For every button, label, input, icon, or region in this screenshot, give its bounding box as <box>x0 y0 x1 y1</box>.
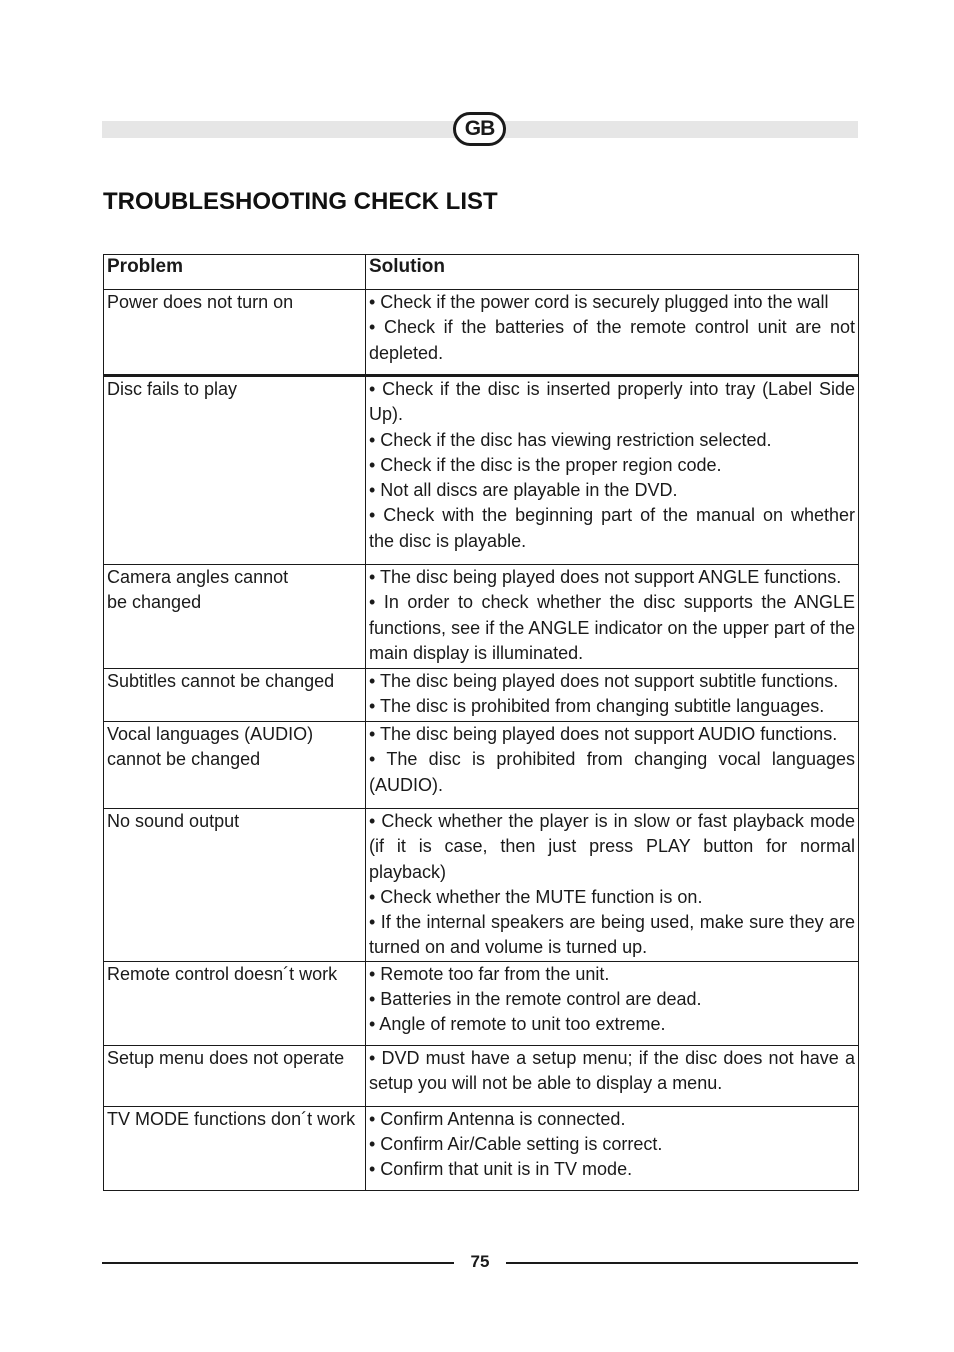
language-badge: GB <box>453 112 506 146</box>
solution-cell <box>366 565 859 669</box>
solution-item: • Check if the batteries of the remote control unit are not depleted. <box>369 317 855 363</box>
table-row <box>104 376 859 565</box>
solution-cell <box>366 1106 859 1190</box>
footer-rule-left <box>102 1262 454 1264</box>
solution-cell <box>366 669 859 722</box>
table-row <box>104 669 859 722</box>
solution-item: • The disc is prohibited from changing subtitle languages. <box>369 696 825 717</box>
troubleshooting-table <box>103 254 859 1191</box>
solution-item: • Batteries in the remote control are dead. <box>369 989 702 1010</box>
solution-item: • Check if the disc is inserted properly into tray (Label Side Up). <box>369 379 855 425</box>
problem-cell: Camera angles cannot be changed <box>104 565 366 669</box>
problem-cell: Vocal languages (AUDIO) cannot be changed <box>104 722 366 809</box>
solution-cell <box>366 376 859 565</box>
solution-item: • DVD must have a setup menu; if the disc does not have a setup you will not be able to display a menu. <box>369 1047 855 1094</box>
solution-item: • If the internal speakers are being used, make sure they are turned on and volume is turned up. <box>369 912 855 958</box>
solution-item: • Check if the power cord is securely plugged into the wall <box>369 292 829 312</box>
solution-item: • Confirm Antenna is connected. <box>369 1108 626 1129</box>
table-row <box>104 565 859 669</box>
solution-item: • The disc being played does not support subtitle functions. <box>369 671 839 691</box>
solution-item: • Check with the beginning part of the manual on whether the disc is playable. <box>369 505 855 551</box>
solution-cell <box>366 722 859 809</box>
problem-cell: Subtitles cannot be changed <box>104 669 366 722</box>
problem-cell: TV MODE functions don´t work <box>104 1106 366 1190</box>
solution-item: • Confirm Air/Cable setting is correct. <box>369 1134 663 1155</box>
solution-item: • Check if the disc is the proper region code. <box>369 454 722 475</box>
table-row <box>104 1106 859 1190</box>
solution-item: • Confirm that unit is in TV mode. <box>369 1159 633 1180</box>
page-number: 75 <box>470 1252 490 1271</box>
solution-item: • Remote too far from the unit. <box>369 963 610 984</box>
solution-item: • Check whether the MUTE function is on. <box>369 886 703 907</box>
table-row <box>104 290 859 376</box>
solution-item: • The disc is prohibited from changing vocal languages (AUDIO). <box>369 749 855 795</box>
table-row <box>104 1045 859 1106</box>
solution-item: • The disc being played does not support AUDIO functions. <box>369 724 838 744</box>
solution-item: • Not all discs are playable in the DVD. <box>369 480 678 501</box>
column-header-solution: Solution <box>366 255 859 290</box>
solution-item: • Check if the disc has viewing restriction selected. <box>369 429 772 450</box>
solution-item: • The disc being played does not support ANGLE functions. <box>369 567 842 587</box>
solution-item: • In order to check whether the disc supports the ANGLE functions, see if the ANGLE indicator on the upper part of the main display is illuminated. <box>369 592 855 663</box>
footer-rule-right <box>506 1262 858 1264</box>
problem-cell: No sound output <box>104 809 366 962</box>
page-title: TROUBLESHOOTING CHECK LIST <box>103 188 498 215</box>
column-header-problem: Problem <box>104 255 366 290</box>
solution-cell <box>366 290 859 376</box>
solution-cell <box>366 809 859 962</box>
table-row <box>104 722 859 809</box>
problem-cell: Setup menu does not operate <box>104 1045 366 1106</box>
solution-item: • Check whether the player is in slow or fast playback mode (if it is case, then just press PLAY button for normal playback) <box>369 811 855 882</box>
problem-cell: Remote control doesn´t work <box>104 961 366 1045</box>
solution-item: • Angle of remote to unit too extreme. <box>369 1014 666 1035</box>
solution-cell <box>366 961 859 1045</box>
problem-cell: Power does not turn on <box>104 290 366 376</box>
table-row <box>104 809 859 962</box>
table-row <box>104 961 859 1045</box>
problem-cell: Disc fails to play <box>104 376 366 565</box>
table-header-row <box>104 255 859 290</box>
solution-cell <box>366 1045 859 1106</box>
